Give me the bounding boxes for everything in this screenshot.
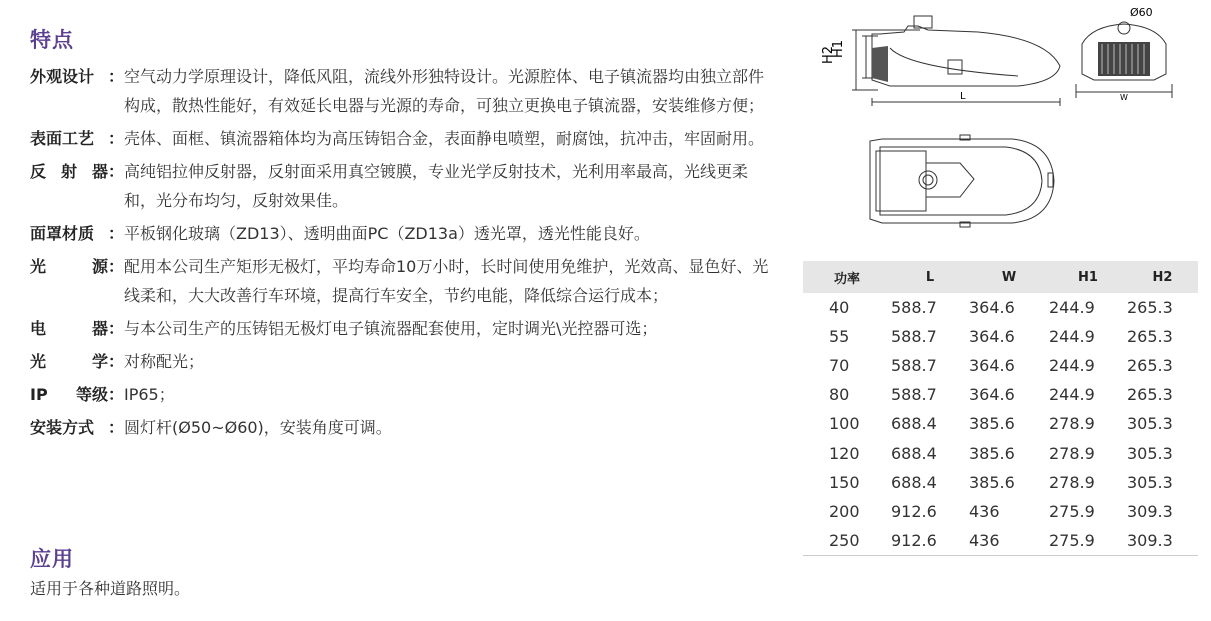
table-cell: 70 [829,356,850,376]
feature-label-text: 安装方式 [30,418,95,437]
table-cell: 265.3 [1127,298,1173,318]
dim-h2-label: H2 [821,45,836,64]
table-cell: 305.3 [1127,472,1173,492]
feature-label-colon: ： [107,352,124,371]
feature-label-colon: ： [107,385,124,404]
table-cell: 265.3 [1127,327,1173,347]
table-cell: 364.6 [969,327,1015,347]
table-cell: 364.6 [969,356,1015,376]
table-cell: 200 [829,501,860,521]
feature-label [30,157,124,215]
feature-label-text: 光 源 [30,257,108,276]
table-cell: 588.7 [891,356,937,376]
table-cell: 385.6 [969,414,1015,434]
feature-label-text: 表面工艺 [30,129,95,148]
table-row [803,380,1198,409]
feature-value: 配用本公司生产矩形无极灯，平均寿命10万小时，长时间使用免维护，光效高、显色好、光线柔和，大大改善行车环境，提高行车安全，节约电能，降低综合运行成本； [124,257,769,305]
table-row [803,468,1198,497]
feature-label-colon: ： [107,162,124,181]
table-cell: 436 [969,526,1049,556]
feature-value: 空气动力学原理设计，降低风阻，流线外形独特设计。光源腔体、电子镇流器均由独立部件构成，散热性能好，有效延长电器与光源的寿命，可独立更换电子镇流器，安装维修方便； [124,67,765,115]
feature-label [30,314,124,343]
feature-label-colon: ： [107,224,124,243]
table-cell: 250 [803,526,891,556]
feature-label [30,380,124,409]
feature-label-text: 光 学 [30,352,108,371]
feature-label [30,124,124,153]
table-cell: 40 [829,298,850,318]
table-header-cell: H2 [1127,261,1198,293]
table-row [803,409,1198,438]
dim-l-label: L [960,91,966,102]
table-row [803,497,1198,526]
table-cell: 265.3 [1127,385,1173,405]
table-cell: 385.6 [969,472,1015,492]
table-cell: 265.3 [1127,356,1173,376]
feature-value: 高纯铝拉伸反射器，反射面采用真空镀膜，专业光学反射技术，光利用率最高，光线更柔和，光分布均匀，反射效果佳。 [124,162,749,210]
application-heading: 应用 [30,547,74,571]
feature-label-colon: ： [107,129,124,148]
lamp-side-view-drawing [808,8,1070,120]
table-cell: 244.9 [1049,298,1095,318]
table-row [803,526,1198,556]
feature-label [30,347,124,376]
table-cell: 305.3 [1127,414,1173,434]
table-cell: 278.9 [1049,443,1095,463]
table-cell: 278.9 [1049,414,1095,434]
table-cell: 244.9 [1049,385,1095,405]
table-cell: 688.4 [891,414,937,434]
feature-label [30,413,124,442]
feature-row [30,157,775,215]
feature-label-text: 外观设计 [30,67,95,86]
table-cell: 55 [829,327,850,347]
table-cell: 385.6 [969,443,1015,463]
feature-value: IP65； [124,385,175,404]
table-cell: 364.6 [969,385,1015,405]
feature-value: 圆灯杆(Ø50~Ø60)，安装角度可调。 [124,418,392,437]
table-cell: 80 [829,385,850,405]
feature-value: 壳体、面框、镇流器箱体均为高压铸铝合金，表面静电喷塑，耐腐蚀，抗冲击，牢固耐用。 [124,129,765,148]
table-cell: 588.7 [891,385,937,405]
feature-row [30,62,775,120]
specs-table [803,261,1198,556]
table-cell: 436 [969,501,1000,521]
feature-value: 与本公司生产的压铸铝无极灯电子镇流器配套使用，定时调光\光控器可选； [124,319,658,338]
table-cell: 120 [829,443,860,463]
dim-h1-label: H1 [831,39,846,58]
table-row [803,351,1198,380]
feature-value: 对称配光； [124,352,205,371]
feature-row [30,252,775,310]
table-cell: 364.6 [969,298,1015,318]
dim-w-label: W [1120,93,1128,102]
feature-label-text: 反 射 器 [30,162,108,181]
feature-label-colon: ： [107,319,124,338]
table-cell: 688.4 [891,472,937,492]
features-heading: 特点 [30,28,74,52]
table-cell: 309.3 [1127,501,1173,521]
table-cell: 150 [829,472,860,492]
feature-label [30,252,124,310]
feature-label-colon: ： [107,67,124,86]
table-header-cell: W [969,261,1049,293]
table-header-cell: H1 [1049,261,1127,293]
feature-value: 平板钢化玻璃（ZD13）、透明曲面PC（ZD13a）透光罩，透光性能良好。 [124,224,650,243]
features-list [30,62,775,446]
feature-label-colon: ： [107,257,124,276]
feature-row [30,413,775,442]
table-row [803,293,1198,322]
feature-label-colon: ： [107,418,124,437]
feature-row [30,380,775,409]
table-cell: 278.9 [1049,472,1095,492]
feature-label-text: 面罩材质 [30,224,95,243]
feature-row [30,314,775,343]
table-cell: 588.7 [891,327,937,347]
table-header-cell: 功率 [803,261,891,293]
table-cell: 275.9 [1049,526,1127,556]
table-cell: 305.3 [1127,443,1173,463]
feature-label [30,219,124,248]
table-cell: 275.9 [1049,501,1095,521]
table-cell: 244.9 [1049,356,1095,376]
table-cell: 588.7 [891,298,937,318]
feature-row [30,347,775,376]
feature-label-text: 电 器 [30,319,108,338]
table-cell: 912.6 [891,501,937,521]
feature-label [30,62,124,120]
table-cell: 309.3 [1127,526,1198,556]
dim-d-label: Ø60 [1130,6,1153,19]
table-row [803,322,1198,351]
feature-row [30,219,775,248]
table-row [803,438,1198,467]
feature-label-text: IP 等级 [30,385,108,404]
feature-row [30,124,775,153]
table-cell: 688.4 [891,443,937,463]
table-cell: 244.9 [1049,327,1095,347]
table-header-cell: L [891,261,969,293]
table-cell: 100 [829,414,860,434]
lamp-front-view-drawing [1072,4,1176,104]
application-text: 适用于各种道路照明。 [30,579,191,598]
lamp-top-view-drawing [862,133,1062,229]
table-cell: 912.6 [891,526,969,556]
